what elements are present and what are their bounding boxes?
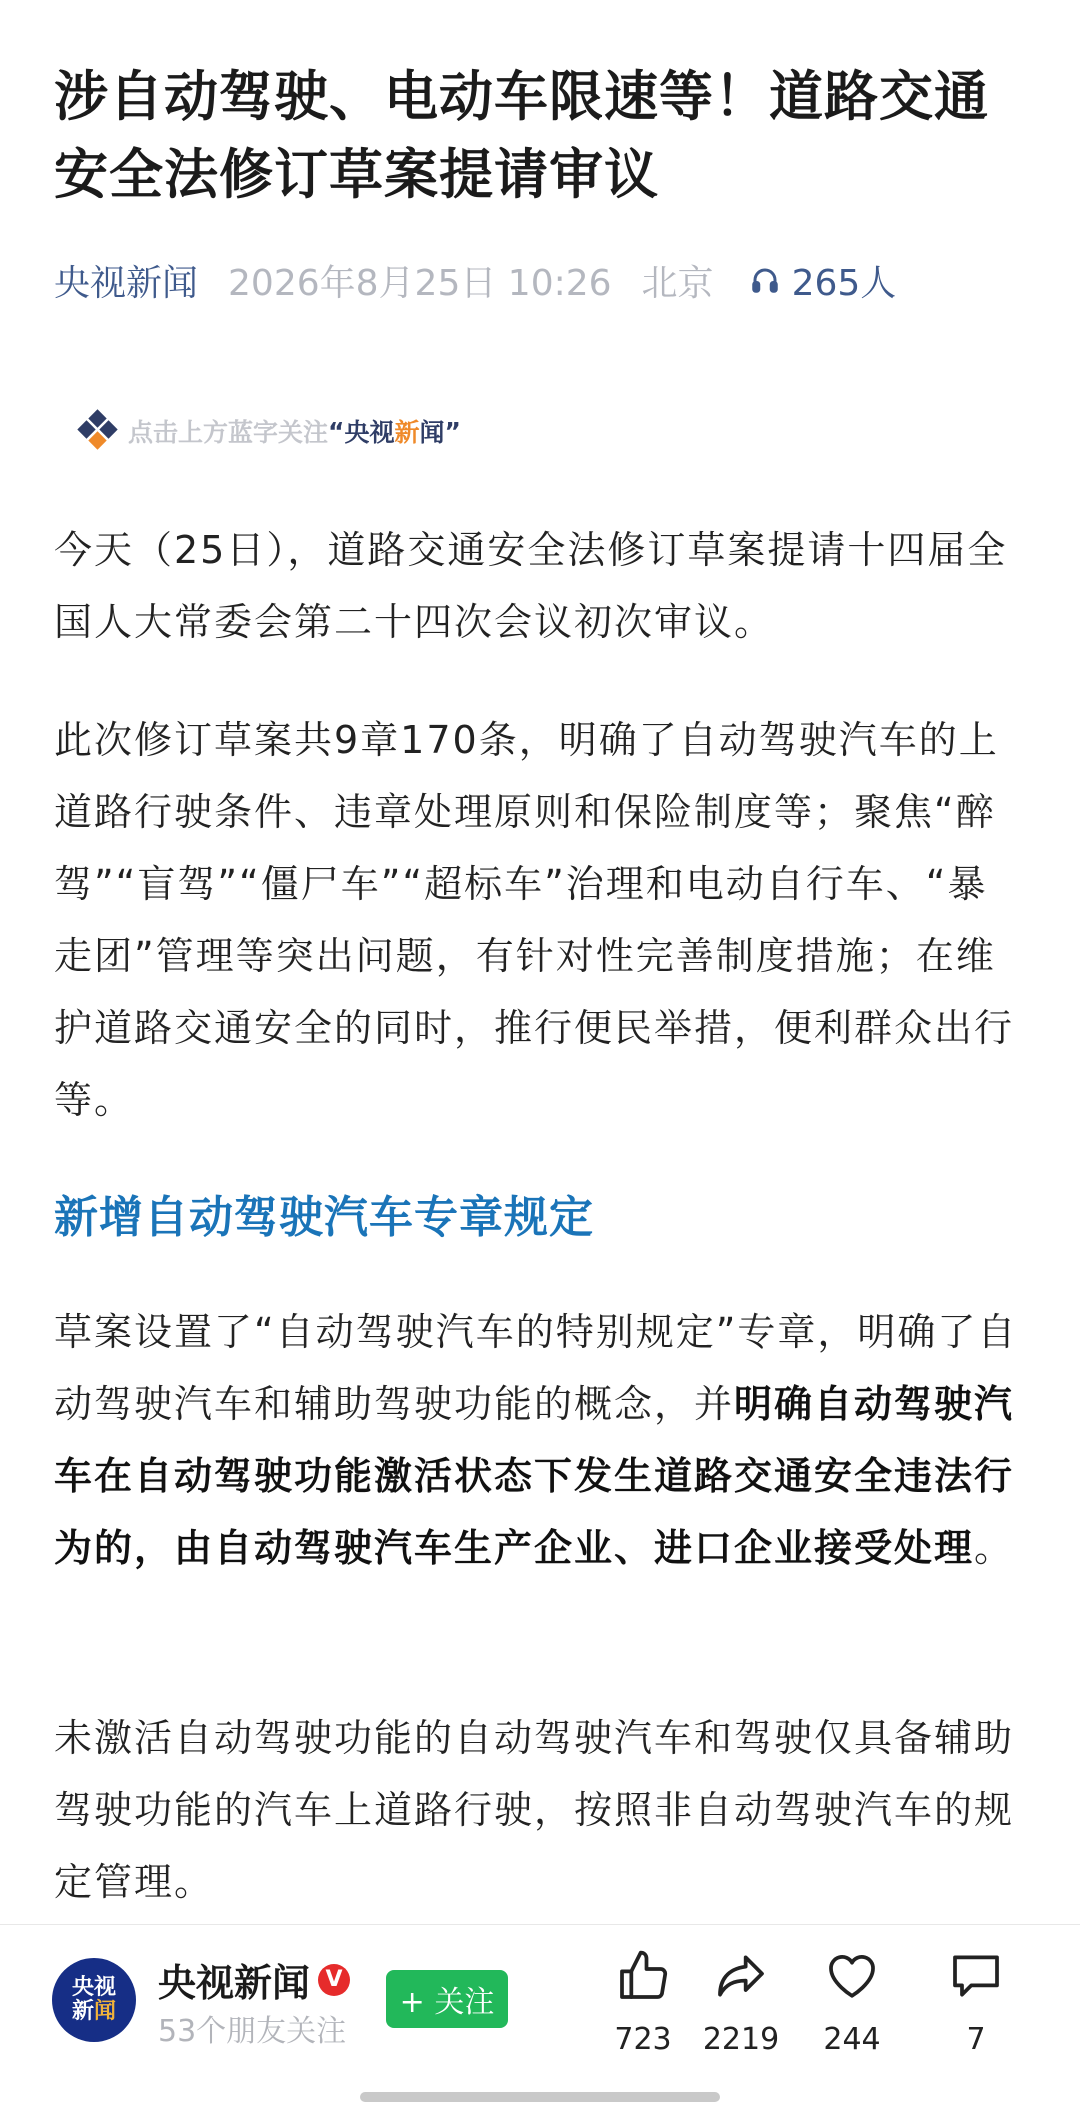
share-count: 2219: [702, 2022, 780, 2057]
banner-close-quote: ”: [444, 416, 461, 446]
avatar[interactable]: [52, 1958, 136, 2042]
banner-brand-c: 闻: [419, 418, 445, 447]
article-title: 涉自动驾驶、电动车限速等！道路交通安全法修订草案提请审议: [54, 65, 989, 206]
publish-date: 2026年8月25日 10:26: [228, 262, 612, 304]
banner-prefix: 点击上方蓝字关注: [128, 418, 329, 447]
account-name[interactable]: [158, 1952, 350, 2007]
banner-open-quote: “: [328, 416, 345, 446]
favorite-count: 244: [823, 2022, 881, 2057]
listen-button[interactable]: [750, 255, 897, 306]
comment-button[interactable]: [926, 1948, 1026, 2057]
verified-badge-icon: V: [318, 1964, 350, 1996]
article-source[interactable]: 央视新闻: [54, 262, 199, 304]
paragraph-2: 此次修订草案共9章170条，明确了自动驾驶汽车的上道路行驶条件、违章处理原则和保险制度等；聚焦“醉驾”“盲驾”“僵尸车”“超标车”治理和电动自行车、“暴走团”管理等突出问题，有针对性完善制度措施；在维护道路交通安全的同时，推行便民举措，便利群众出行等。: [54, 718, 1015, 1122]
share-icon: [713, 1948, 769, 2004]
article-meta: [54, 252, 896, 308]
avatar-line-2: [72, 2000, 116, 2024]
comment-icon: [948, 1948, 1004, 2004]
avatar-line-1: 央视: [71, 1975, 116, 2000]
paragraph-3-text: 草案设置了“自动驾驶汽车的特别规定”专章，明确了自动驾驶汽车和辅助驾驶功能的概念，并: [54, 1310, 1018, 1426]
follow-banner[interactable]: [76, 406, 461, 456]
paragraph-4: 未激活自动驾驶功能的自动驾驶汽车和驾驶仅具备辅助驾驶功能的汽车上道路行驶，按照非自动驾驶汽车的规定管理。: [54, 1716, 1015, 1904]
home-indicator[interactable]: [360, 2092, 720, 2102]
heart-icon: [824, 1948, 880, 2004]
paragraph-3-end: 。: [974, 1526, 1015, 1570]
account-name-text: 央视新闻: [158, 1961, 311, 2005]
diamond-logo-icon: [76, 409, 120, 453]
banner-brand-a: 央视: [344, 418, 395, 447]
favorite-button[interactable]: [802, 1948, 902, 2057]
paragraph-3: [54, 1296, 1026, 1584]
account-followers: 53个朋友关注: [158, 2014, 347, 2049]
paragraph-3-bold: 明确自动驾驶汽车在自动驾驶功能激活状态下发生道路交通安全违法行为的，由自动驾驶汽车生产企业、进口企业接受处理: [54, 1382, 1015, 1570]
headphones-icon: [750, 265, 780, 295]
follow-button[interactable]: + 关注: [386, 1970, 508, 2028]
like-button[interactable]: [593, 1948, 693, 2057]
section-title: 新增自动驾驶汽车专章规定: [54, 1192, 594, 1243]
thumbs-up-icon: [615, 1948, 671, 2004]
listen-count: 265人: [791, 262, 897, 304]
avatar-char-b: 闻: [94, 1999, 117, 2024]
avatar-char-a: 新: [71, 1999, 94, 2024]
like-count: 723: [614, 2022, 672, 2057]
banner-brand-b: 新: [394, 418, 420, 447]
publish-location: 北京: [641, 262, 714, 304]
share-button[interactable]: [691, 1948, 791, 2057]
comment-count: 7: [966, 2022, 986, 2057]
paragraph-1: 今天（25日），道路交通安全法修订草案提请十四届全国人大常委会第二十四次会议初次审议。: [54, 528, 1008, 644]
